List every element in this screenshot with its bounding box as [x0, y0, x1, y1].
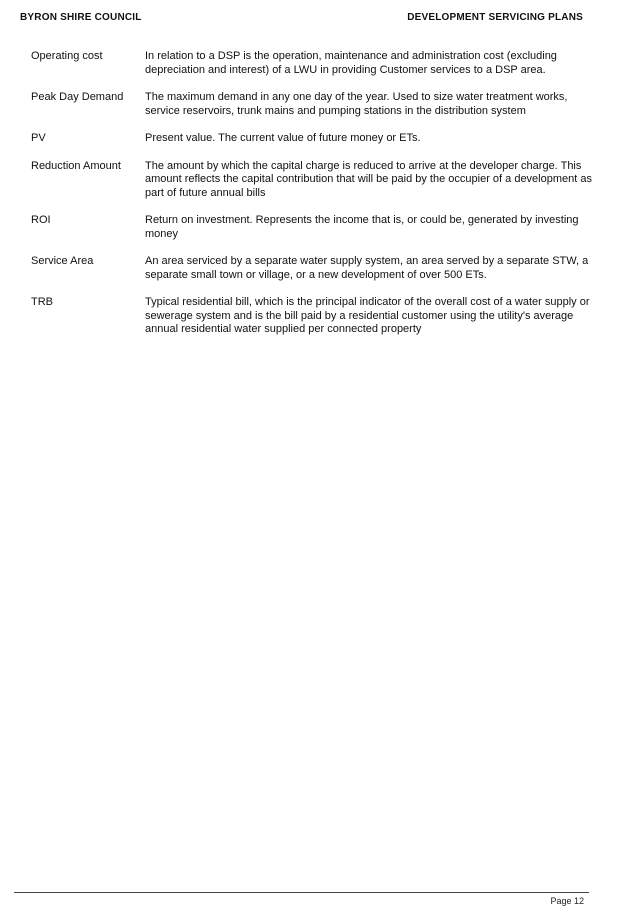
glossary-definition: The maximum demand in any one day of the year. Used to size water treatment works, service reservoirs, trunk mains and pumping stations in the distribution system [145, 91, 568, 117]
glossary-definition: An area serviced by a separate water supply system, an area served by a separate STW, a separate small town or village, or a new development of over 500 ETs. [145, 255, 589, 281]
footer-divider [14, 892, 589, 893]
glossary-term: Service Area [31, 255, 94, 267]
glossary-entry-reduction-amount [31, 160, 599, 201]
organisation-name: BYRON SHIRE COUNCIL [20, 11, 142, 23]
glossary-list [31, 50, 599, 337]
glossary-entry-pv [31, 132, 599, 146]
glossary-definition: Return on investment. Represents the income that is, or could be, generated by investing money [145, 214, 579, 240]
glossary-entry-operating-cost [31, 50, 599, 77]
glossary-definition: In relation to a DSP is the operation, maintenance and administration cost (excluding depreciation and interest) of a LWU in providing Customer services to a DSP area. [145, 50, 557, 76]
glossary-entry-service-area [31, 255, 599, 282]
glossary-definition: The amount by which the capital charge is reduced to arrive at the developer charge. This amount reflects the capital contribution that will be paid by the occupier of a development as part of future annual bills [145, 159, 592, 199]
glossary-entry-roi [31, 214, 599, 241]
glossary-term: TRB [31, 296, 53, 308]
glossary-term: Peak Day Demand [31, 91, 124, 103]
glossary-entry-trb [31, 296, 599, 337]
page-header [20, 9, 583, 25]
glossary-definition: Present value. The current value of future money or ETs. [145, 132, 421, 144]
glossary-term: Reduction Amount [31, 159, 121, 172]
glossary-entry-peak-day-demand [31, 91, 599, 118]
document-title: DEVELOPMENT SERVICING PLANS [407, 11, 583, 23]
glossary-term: ROI [31, 214, 51, 226]
glossary-definition: Typical residential bill, which is the principal indicator of the overall cost of a water supply or sewerage system and is the bill paid by a residential customer using the utility's average annual residential water supplied per connected property [145, 296, 590, 335]
page-number: Page 12 [550, 896, 584, 906]
glossary-term: PV [31, 132, 46, 144]
glossary-term: Operating cost [31, 50, 103, 62]
